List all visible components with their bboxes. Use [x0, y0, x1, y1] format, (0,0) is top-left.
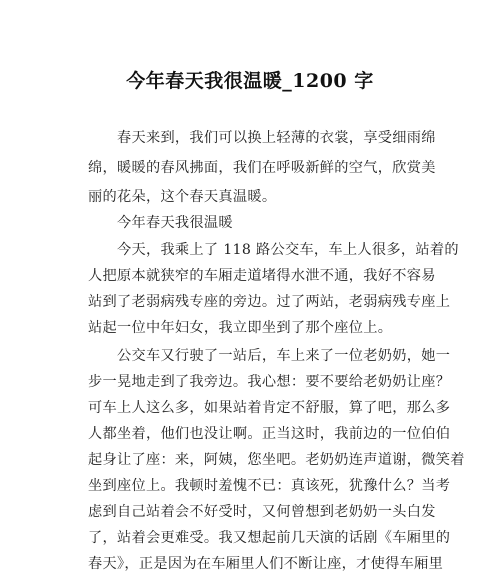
paragraph-line: 站到了老弱病残专座的旁边。过了两站，老弱病残专座上 [88, 294, 451, 310]
paragraph-line: 了，站着会更难受。我又想起前几天演的话剧《车厢里的 [88, 530, 451, 546]
paragraph-line: 人把原本就狭窄的车厢走道堵得水泄不通，我好不容易 [88, 268, 436, 284]
paragraph-line: 绵，暖暖的春风拂面，我们在呼吸新鲜的空气，欣赏美 [88, 160, 436, 176]
paragraph-line: 人都坐着，他们也没让啊。正当这时，我前边的一位伯伯 [88, 426, 451, 442]
paragraph-line: 虑到自己站着会不好受时，又何曾想到老奶奶一头白发 [88, 504, 436, 520]
paragraph-line: 春天来到，我们可以换上轻薄的衣裳，享受细雨绵 [88, 130, 436, 146]
paragraph-line: 站起一位中年妇女，我立即坐到了那个座位上。 [88, 320, 393, 336]
paragraph-line: 公交车又行驶了一站后，车上来了一位老奶奶，她一 [88, 348, 451, 364]
paragraph-line: 起身让了座：来，阿姨，您坐吧。老奶奶连声道谢，微笑着 [88, 452, 465, 468]
paragraph-line: 丽的花朵，这个春天真温暖。 [88, 189, 277, 205]
paragraph-line: 春天》，正是因为在车厢里人们不断让座，才使得车厢里 [88, 556, 444, 572]
section-heading: 今年春天我很温暖 [88, 215, 233, 231]
paragraph-line: 坐到座位上。我顿时羞愧不已：真该死，犹豫什么？当考 [88, 478, 451, 494]
paragraph-line: 可车上人这么多，如果站着肯定不舒服，算了吧，那么多 [88, 400, 451, 416]
paragraph-line: 步一晃地走到了我旁边。我心想：要不要给老奶奶让座？ [88, 374, 451, 390]
document-title: 今年春天我很温暖_1200 字 [126, 70, 374, 92]
paragraph-line: 今天，我乘上了 118 路公交车，车上人很多，站着的 [88, 242, 459, 258]
